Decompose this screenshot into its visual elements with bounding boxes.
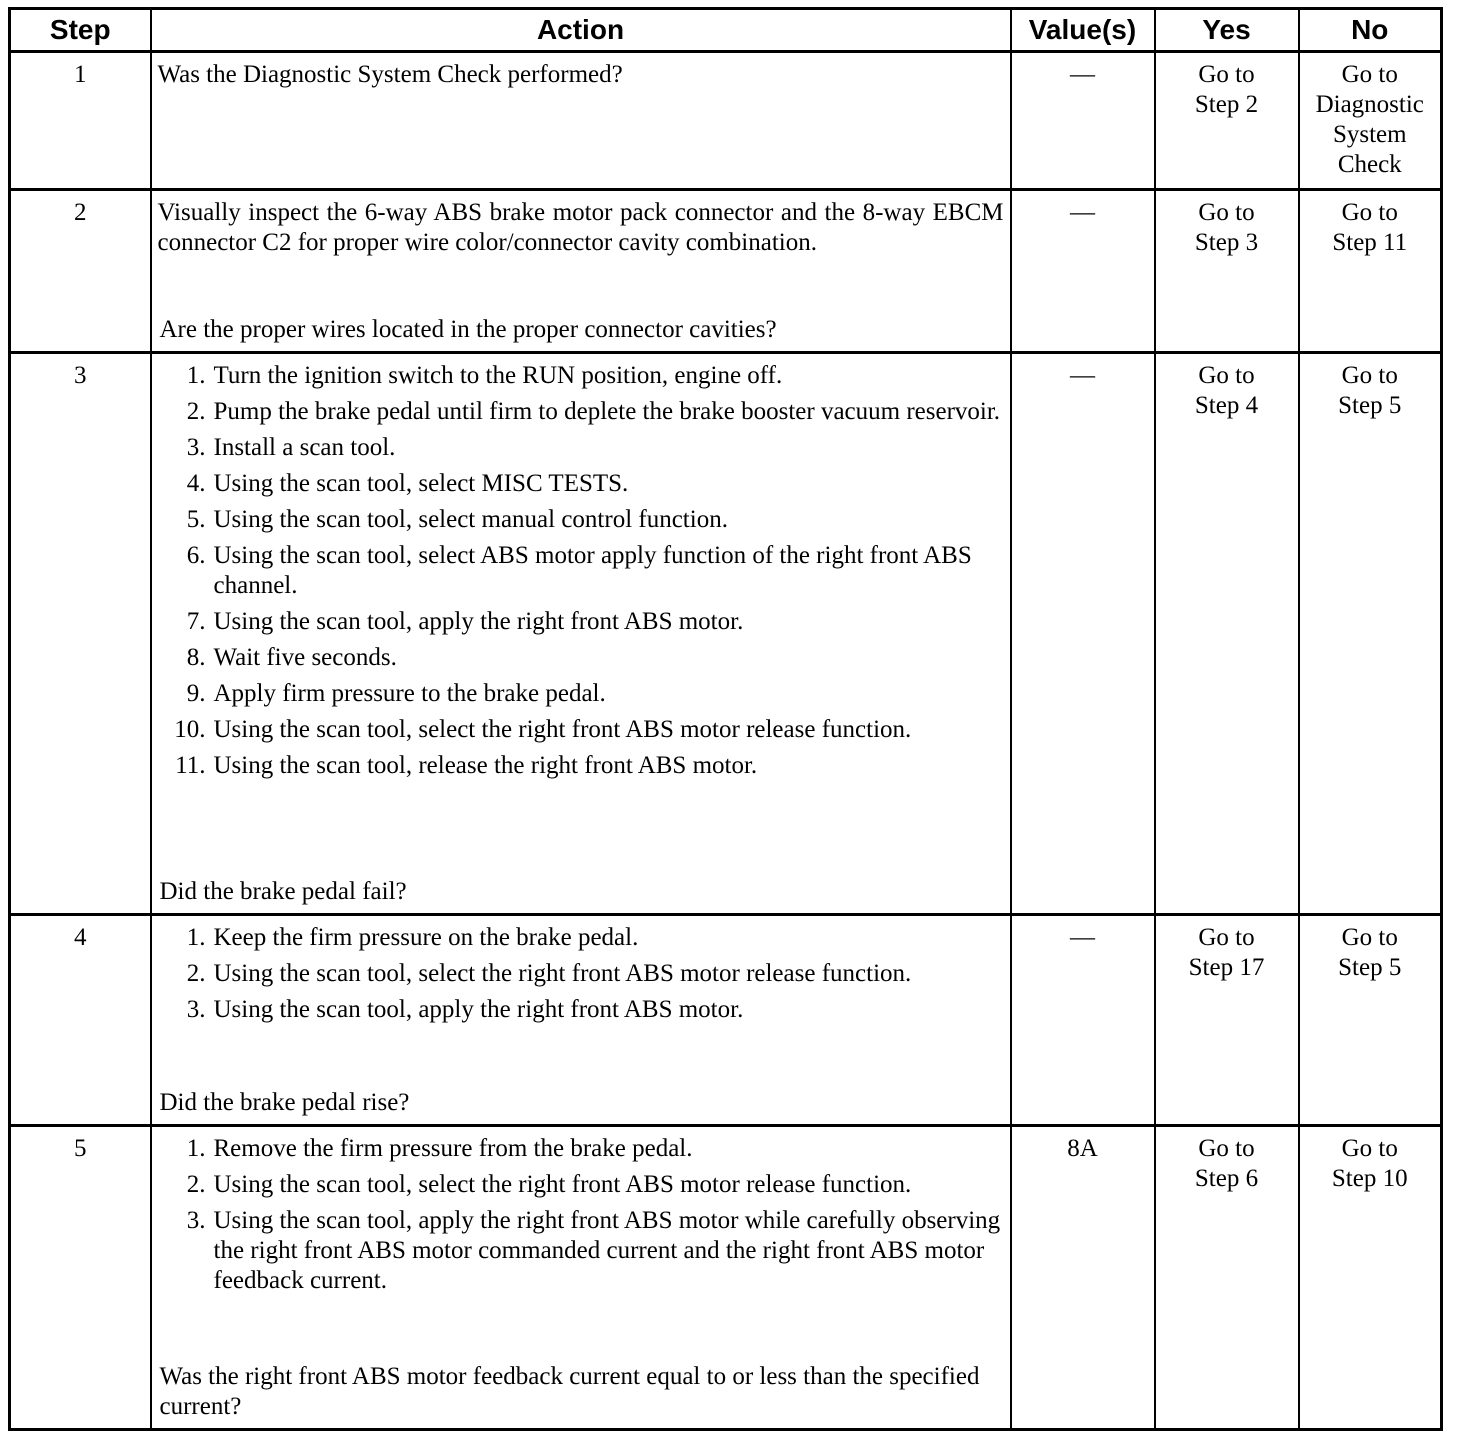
no-cell	[1299, 353, 1442, 915]
procedure-step-text: Remove the firm pressure from the brake pedal.	[213, 1135, 693, 1162]
no-goto-line: Go to	[1341, 199, 1398, 226]
procedure-step	[158, 541, 1004, 601]
procedure-step-text: Using the scan tool, select manual control function.	[213, 506, 728, 533]
header-values: Value(s)	[1011, 9, 1155, 52]
yes-cell	[1155, 190, 1299, 353]
procedure-step-text: Using the scan tool, select ABS motor apply function of the right front ABS channel.	[213, 542, 972, 599]
procedure-step-text: Turn the ignition switch to the RUN position, engine off.	[213, 362, 783, 389]
yes-cell	[1155, 353, 1299, 915]
procedure-step-text: Using the scan tool, release the right front ABS motor.	[213, 752, 758, 779]
no-cell	[1299, 1126, 1442, 1430]
step-number: 1	[10, 52, 151, 190]
procedure-step-number: 9.	[186, 680, 206, 707]
procedure-step-number: 3.	[186, 1207, 206, 1234]
procedure-step-number: 7.	[186, 608, 206, 635]
action-cell	[151, 915, 1011, 1126]
action-cell	[151, 1126, 1011, 1430]
yes-goto-line: Go to	[1198, 924, 1255, 951]
yes-goto-line: Step 6	[1194, 1165, 1259, 1192]
procedure-step-text: Apply firm pressure to the brake pedal.	[213, 680, 606, 707]
procedure-step-number: 2.	[186, 960, 206, 987]
table-row	[10, 1126, 1442, 1430]
action-question: Was the right front ABS motor feedback current equal to or less than the specified current?	[159, 1363, 980, 1420]
no-goto-line: Step 11	[1332, 229, 1408, 256]
procedure-step	[158, 1170, 1004, 1200]
action-cell	[151, 52, 1011, 190]
no-goto-line: Check	[1337, 151, 1402, 178]
procedure-step	[158, 995, 1004, 1025]
yes-goto-line: Go to	[1198, 362, 1255, 389]
procedure-step	[158, 959, 1004, 989]
yes-goto-line: Step 2	[1194, 91, 1259, 118]
header-yes: Yes	[1155, 9, 1299, 52]
procedure-step-text: Pump the brake pedal until firm to deplete the brake booster vacuum reservoir.	[213, 398, 1001, 425]
value-cell: —	[1011, 915, 1155, 1126]
procedure-step-number: 4.	[186, 470, 206, 497]
procedure-list	[158, 361, 1004, 781]
procedure-step	[158, 607, 1004, 637]
procedure-step-text: Using the scan tool, select the right front ABS motor release function.	[213, 716, 912, 743]
procedure-list	[158, 1134, 1004, 1296]
header-action: Action	[151, 9, 1011, 52]
no-goto-line: Go to	[1341, 362, 1398, 389]
action-cell	[151, 353, 1011, 915]
value-cell: —	[1011, 190, 1155, 353]
yes-goto-line: Go to	[1198, 199, 1255, 226]
procedure-step-number: 10.	[174, 716, 206, 743]
action-question: Did the brake pedal fail?	[159, 878, 407, 905]
procedure-step-text: Using the scan tool, select the right front ABS motor release function.	[213, 960, 912, 987]
value-cell: —	[1011, 52, 1155, 190]
procedure-step	[158, 715, 1004, 745]
procedure-step-number: 3.	[186, 434, 206, 461]
procedure-step-text: Keep the firm pressure on the brake pedal.	[213, 924, 639, 951]
no-goto-line: Step 5	[1338, 954, 1402, 981]
header-step: Step	[10, 9, 151, 52]
no-goto-line: Go to	[1341, 1135, 1398, 1162]
procedure-step-text: Using the scan tool, select the right front ABS motor release function.	[213, 1171, 912, 1198]
yes-goto-line: Step 17	[1188, 954, 1265, 981]
action-instruction: Visually inspect the 6-way ABS brake motor pack connector and the 8-way EBCM connector C2 for proper wire color/connector cavity combination.	[157, 199, 1004, 256]
procedure-step	[158, 397, 1004, 427]
header-no: No	[1299, 9, 1442, 52]
procedure-step	[158, 433, 1004, 463]
procedure-step-text: Using the scan tool, apply the right front ABS motor.	[213, 608, 744, 635]
yes-goto-line: Go to	[1198, 1135, 1255, 1162]
procedure-step-number: 6.	[186, 542, 206, 569]
action-cell	[151, 190, 1011, 353]
no-cell	[1299, 190, 1442, 353]
table-row	[10, 353, 1442, 915]
procedure-step-text: Install a scan tool.	[213, 434, 396, 461]
step-number: 5	[10, 1126, 151, 1430]
procedure-step-number: 1.	[186, 924, 206, 951]
procedure-list	[158, 923, 1004, 1025]
table-body	[10, 52, 1442, 1430]
procedure-step	[158, 469, 1004, 499]
procedure-step	[158, 1134, 1004, 1164]
action-instruction: Was the Diagnostic System Check performed?	[157, 61, 623, 88]
action-question: Did the brake pedal rise?	[159, 1089, 410, 1116]
diagnostic-table-page	[8, 7, 1440, 1431]
procedure-step-number: 2.	[186, 1171, 206, 1198]
procedure-step	[158, 923, 1004, 953]
action-question: Are the proper wires located in the proper connector cavities?	[159, 316, 777, 343]
procedure-step-number: 2.	[186, 398, 206, 425]
step-number: 3	[10, 353, 151, 915]
procedure-step	[158, 1206, 1004, 1296]
no-goto-line: Go to	[1341, 924, 1398, 951]
procedure-step-number: 5.	[186, 506, 206, 533]
table-row	[10, 190, 1442, 353]
procedure-step-text: Using the scan tool, apply the right front ABS motor.	[213, 996, 744, 1023]
value-cell: —	[1011, 353, 1155, 915]
no-goto-line: Step 10	[1331, 1165, 1408, 1192]
procedure-step-text: Using the scan tool, select MISC TESTS.	[213, 470, 629, 497]
value-cell: 8A	[1011, 1126, 1155, 1430]
table-header	[10, 9, 1442, 52]
table-row	[10, 915, 1442, 1126]
no-goto-line: Diagnostic	[1315, 91, 1424, 118]
yes-cell	[1155, 1126, 1299, 1430]
procedure-step	[158, 679, 1004, 709]
yes-goto-line: Step 4	[1194, 392, 1259, 419]
table-row	[10, 52, 1442, 190]
procedure-step	[158, 643, 1004, 673]
procedure-step-number: 3.	[186, 996, 206, 1023]
yes-cell	[1155, 915, 1299, 1126]
procedure-step	[158, 751, 1004, 781]
step-number: 4	[10, 915, 151, 1126]
procedure-step-number: 11.	[175, 752, 206, 779]
no-goto-line: Go to	[1341, 61, 1398, 88]
no-cell	[1299, 915, 1442, 1126]
procedure-step-text: Wait five seconds.	[213, 644, 397, 671]
procedure-step-number: 8.	[186, 644, 206, 671]
no-goto-line: System	[1332, 121, 1407, 148]
procedure-step	[158, 361, 1004, 391]
yes-cell	[1155, 52, 1299, 190]
yes-goto-line: Step 3	[1194, 229, 1259, 256]
procedure-step	[158, 505, 1004, 535]
diagnostic-table	[8, 7, 1443, 1431]
no-goto-line: Step 5	[1338, 392, 1402, 419]
step-number: 2	[10, 190, 151, 353]
no-cell	[1299, 52, 1442, 190]
procedure-step-number: 1.	[186, 362, 206, 389]
procedure-step-text: Using the scan tool, apply the right front ABS motor while carefully observing the right front ABS motor commanded current and the right front ABS motor feedback current.	[213, 1207, 1001, 1294]
procedure-step-number: 1.	[186, 1135, 206, 1162]
yes-goto-line: Go to	[1198, 61, 1255, 88]
